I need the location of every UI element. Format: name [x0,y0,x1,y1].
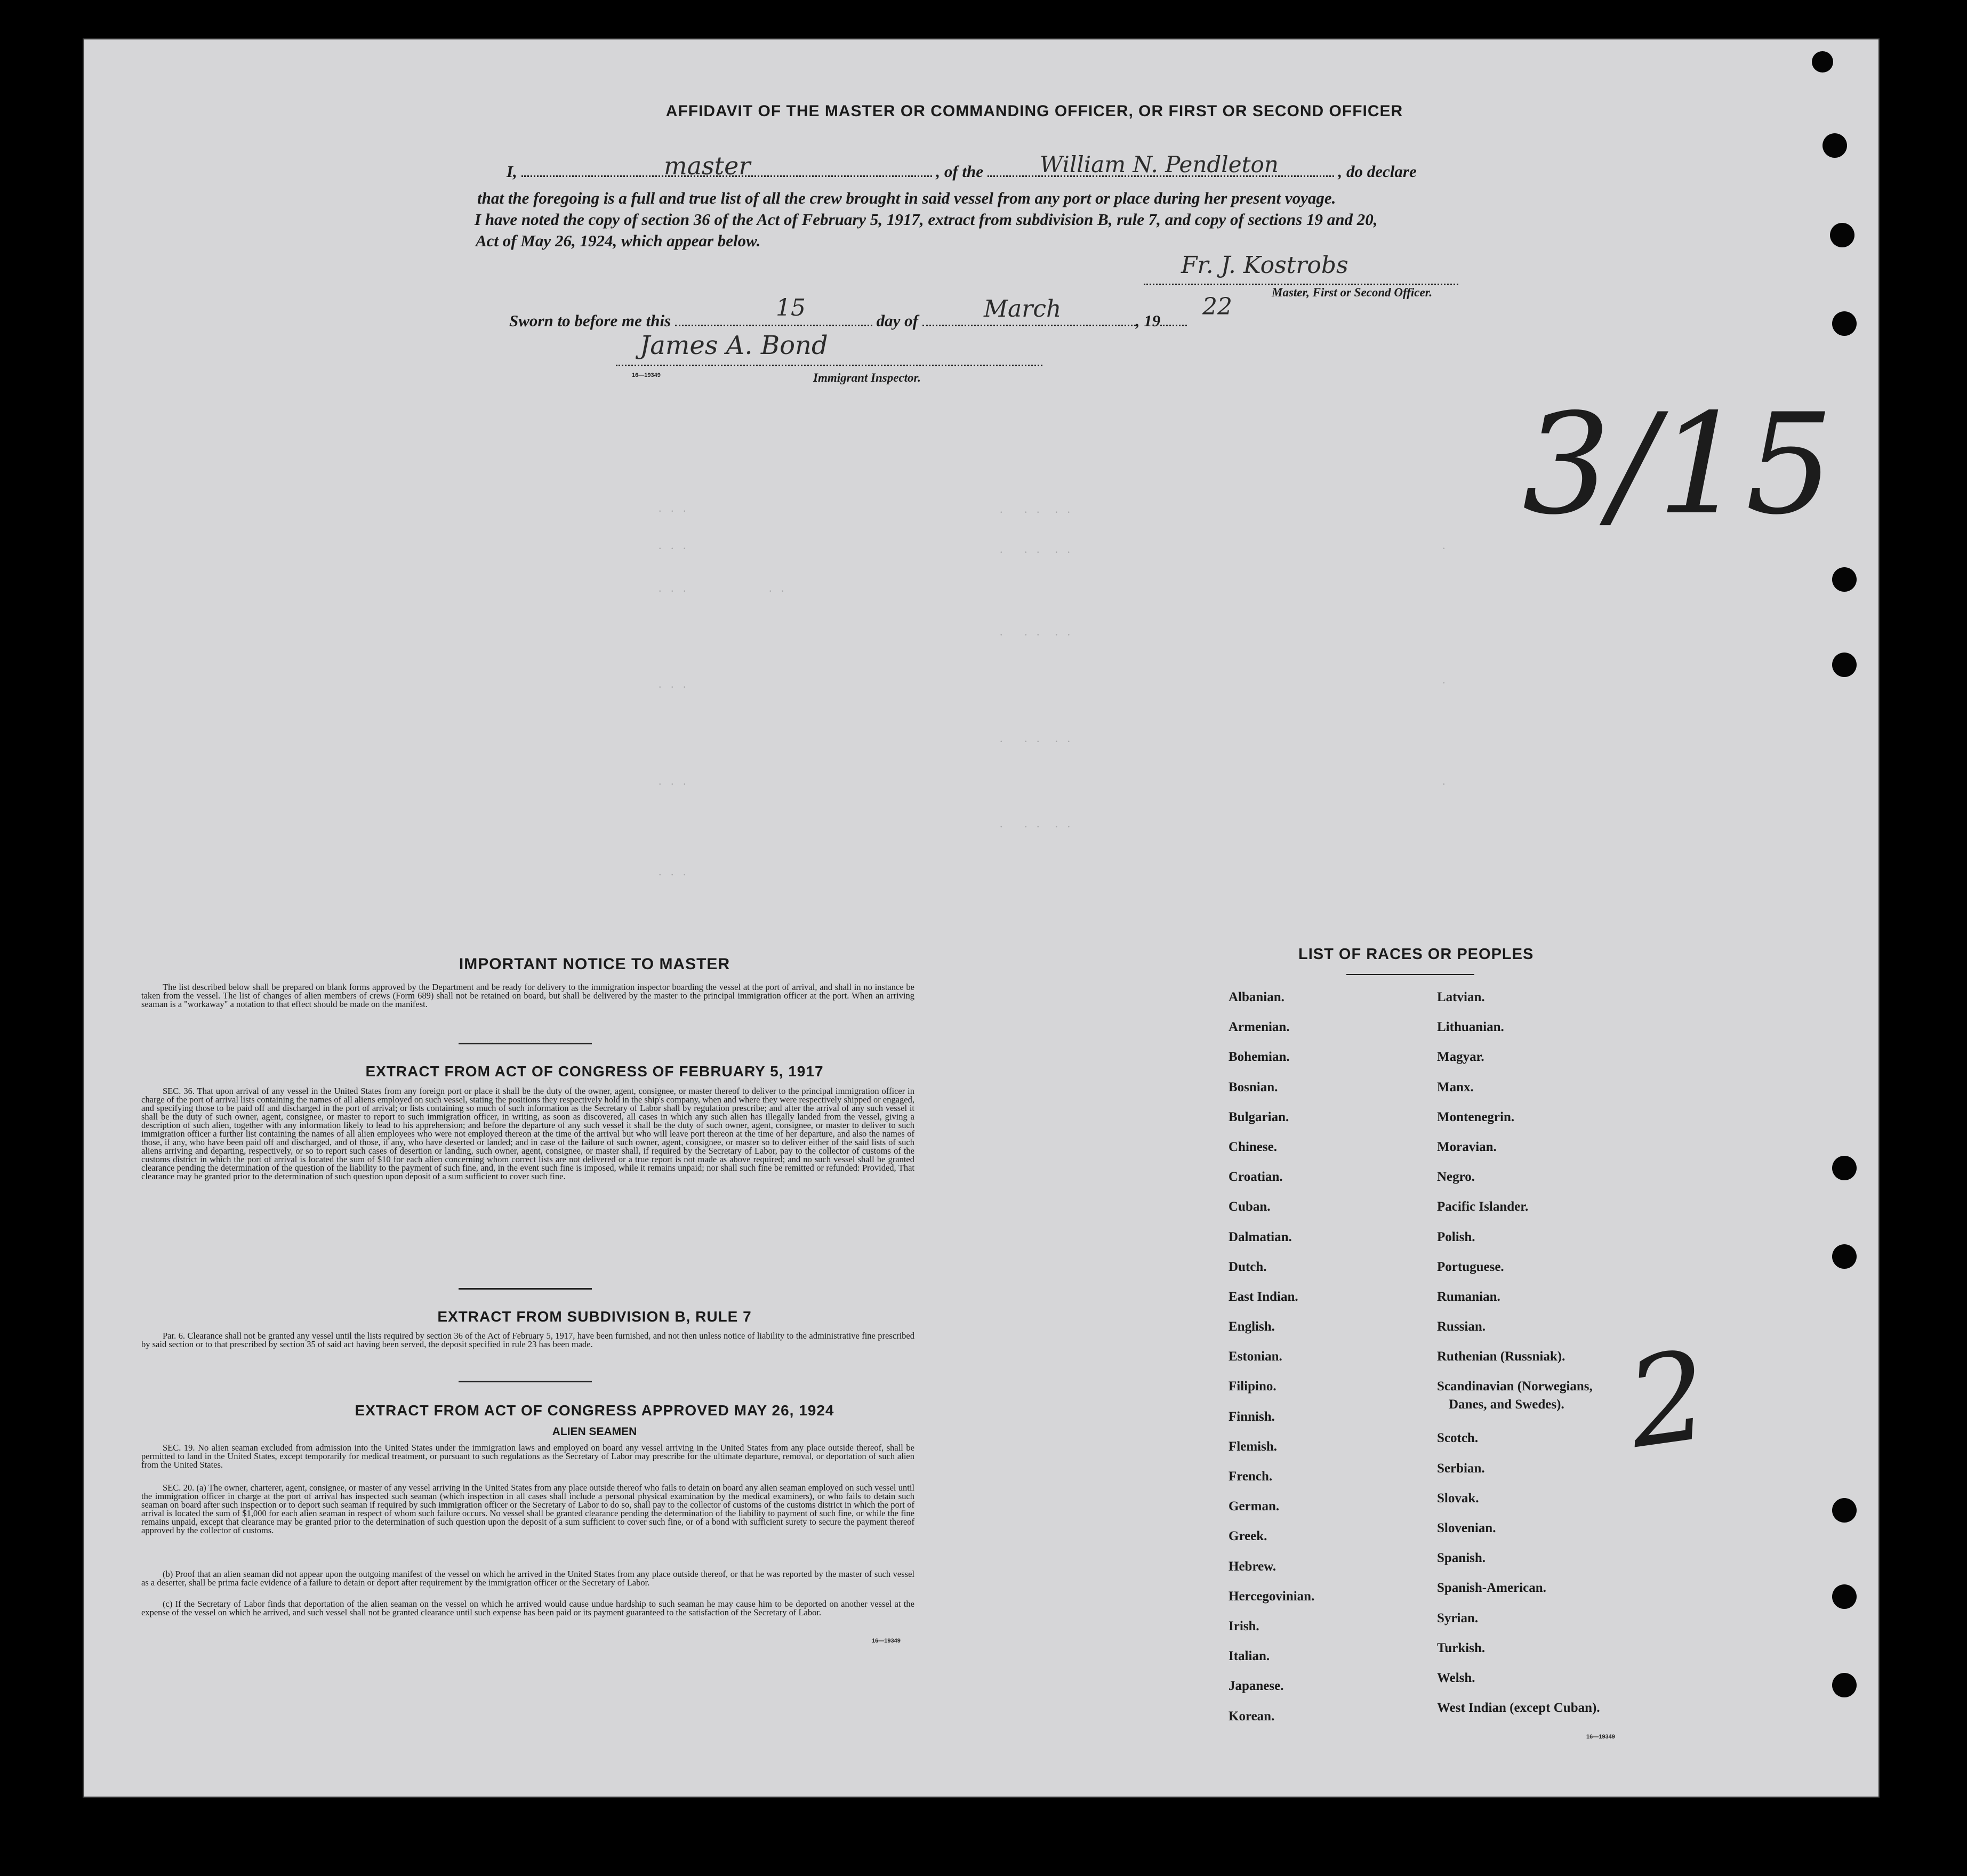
race-item: Syrian. [1437,1611,1479,1625]
sworn-line [509,311,1187,331]
race-item: Filipino. [1229,1379,1276,1394]
race-item: Pacific Islander. [1437,1199,1529,1214]
race-item: Hebrew. [1229,1559,1276,1574]
race-item: Dutch. [1229,1259,1267,1274]
race-item: Slovenian. [1437,1521,1496,1535]
races-left-column [1229,990,1314,1739]
officer-caption: Master, First or Second Officer. [1272,286,1433,299]
race-item: Manx. [1437,1080,1474,1094]
race-item: Italian. [1229,1649,1270,1664]
race-item: Dalmatian. [1229,1229,1292,1244]
rank-handwritten: master [664,151,751,180]
punch-hole [1830,223,1854,247]
extract-1924-sec20a: SEC. 20. (a) The owner, charterer, agent, consignee, or master of any vessel arriving in the United States from any place outside thereof who fails to detain on board any alien seaman employed on such vessel until the immigration officer in charge at the port of arrival has inspected such seaman (which inspection in all cases shall include a personal physical examination by the medical examiners), or who fails to detain such seaman on board after such inspection or to deport such seaman if required by such immigration officer or the Secretary of Labor to do so, shall pay to the collector of customs of the customs district in which the port of arrival is located the sum of $1,000 for each alien seaman in respect of whom such failure occurs. No vessel shall be granted clearance pending the determination of the liability to payment of such fine, or while the fine remains unpaid, except that clearance may be granted prior to the determination of such question upon the deposit of a sum sufficient to cover such fine, or of a bond with sufficient surety to secure the payment thereof approved by the collector of customs. [141,1483,914,1535]
extract-1917-text: SEC. 36. That upon arrival of any vessel in the United States from any foreign port or place it shall be the duty of the owner, agent, consignee, or master thereof to deliver to the principal immigration officer in charge of the port of arrival lists containing the names of all aliens employed on such vessel, stating the positions they respectively hold in the ship's company, when and where they were respectively shipped or engaged, and specifying those to be paid off and discharged in the port of arrival; or lists containing so much of such information as the Secretary of Labor shall by regulation prescribe; and after the arrival of any such vessel it shall be the duty of such owner, agent, consignee, or master to report to such immigration officer, in writing, as soon as discovered, all cases in which any such alien has illegally landed from the vessel, giving a description of such alien, together with any information likely to lead to his apprehension; and before the departure of any such vessel it shall be the duty of such owner, agent, consignee, or master to deliver to such immigration officer a further list containing the names of all alien employees who were not employed thereon at the time of the arrival but who will leave port thereon at the time of her departure, and also the names of those, if any, who have been paid off and discharged, and of those, if any, who have deserted or landed; and in case of the failure of such owner, agent, consignee, or master so to deliver either of the said lists of such aliens arriving and departing, respectively, or so to report such cases of desertion or landing, such owner, agent, consignee, or master shall, if required by the Secretary of Labor, pay to the collector of customs of the customs district in which the port of arrival is located the sum of $10 for each alien concerning whom correct lists are not delivered or a true report is not made as above required; and no such vessel shall be granted clearance pending the determination of the question of the liability to the payment of such fine, and, in the event such fine is imposed, while it remains unpaid; nor shall such fine be remitted or refunded: Provided, That clearance may be granted prior to the determination of such question upon deposit of a sum sufficient to cover such fine. [141,1086,914,1181]
extract-rule7-text: Par. 6. Clearance shall not be granted any vessel until the lists required by section 36 of the Act of February 5, 1917, have been furnished, and not then unless notice of liability to the administrative fine prescribed by said section or to that prescribed by section 35 of said act having been served, the deposit specified in rule 23 has been made. [141,1331,914,1349]
race-item: Welsh. [1437,1670,1475,1685]
inspector-signature-line [616,365,1042,366]
extract-1924-sec20c: (c) If the Secretary of Labor finds that deportation of the alien seaman on the vessel on which he arrived would cause undue hardship to such seaman he may cause him to be deported on another vessel at the expense of the vessel on which he arrived, and such vessel shall not be granted clearance until such expense has been paid or its payment guaranteed to the satisfaction of the Secretary of Labor. [141,1599,914,1617]
extract-1917-title: EXTRACT FROM ACT OF CONGRESS OF FEBRUARY 5, 1917 [365,1063,824,1080]
race-item: German. [1229,1499,1280,1514]
extract-1924-sec19: SEC. 19. No alien seaman excluded from admission into the United States under the immigration laws and employed on board any vessel arriving in the United States from any place outside thereof, shall be permitted to land in the United States, except temporarily for medical treatment, or pursuant to such regulations as the Secretary of Labor may prescribe for the ultimate departure, removal, or deportation of such alien from the United States. [141,1443,914,1470]
extract-form-code: 16—19349 [872,1638,901,1644]
punch-hole [1832,1498,1857,1523]
races-right-column [1437,990,1600,1730]
race-item: Ruthenian (Russniak). [1437,1349,1565,1364]
race-item: Turkish. [1437,1640,1486,1655]
punch-hole [1832,1156,1857,1180]
race-item: Scandinavian (Norwegians, [1437,1379,1593,1394]
punch-hole [1832,1584,1857,1609]
race-item: Montenegrin. [1437,1109,1515,1124]
race-item: Slovak. [1437,1491,1479,1505]
extract-rule7-title: EXTRACT FROM SUBDIVISION B, RULE 7 [437,1308,752,1325]
affidavit-line-2: that the foregoing is a full and true list of all the crew brought in said vessel from any port or place during her present voyage. [477,189,1336,207]
date-annotation: 3/15 [1522,384,1834,545]
race-item: Danes, and Swedes). [1449,1397,1564,1412]
vessel-name-handwritten: William N. Pendleton [1040,151,1279,178]
race-item: French. [1229,1469,1273,1484]
race-item: Chinese. [1229,1139,1277,1154]
race-item: Spanish-American. [1437,1581,1546,1596]
day-of-text: day of [876,311,918,330]
race-item: Hercegovinian. [1229,1589,1315,1604]
extract-1924-sec20b: (b) Proof that an alien seaman did not appear upon the outgoing manifest of the vessel on which he arrived in the United States from any place outside thereof, or that he was reported by the master of such vessel as a deserter, shall be prima facie evidence of a failure to detain or deport after requirement by the immigration officer or the Secretary of Labor. [141,1569,914,1588]
notice-text: The list described below shall be prepared on blank forms approved by the Department and be ready for delivery to the immigration inspector boarding the vessel at the port of arrival, and shall in no instance be taken from the vessel. The list of changes of alien members of crews (Form 689) shall not be retained on board, but shall be delivered by the master to the principal immigration officer at the port. When an arriving seaman is a "workaway" a notation to that effect should be made on the manifest. [141,982,914,1009]
race-item: Bulgarian. [1229,1109,1289,1124]
race-item: Japanese. [1229,1679,1284,1694]
document-page: AFFIDAVIT OF THE MASTER OR COMMANDING OFFICER, OR FIRST OR SECOND OFFICER I, , of the , do declare master William N. Pendleton that the foregoing is a full and true list of all the crew brought in said vessel from any port or place during her present voyage. I have noted the copy of section 36 of the Act of February 5, 1917, extract from subdivision B, rule 7, and copy of sections 19 and 20, Act of May 26, 1924, which appear below. Fr. J. Kostrobs Master, First or Second Officer. Sworn to before me this day of , 19 15 March 22 James A. Bond 16—19349 Immigrant Inspector. . . . . . . . . . . . . . . . . . . . . . . . . . . . . . . . . . . . . . . . . . . . . . . . . 3/15 2 IMPORTANT NOTICE TO MASTER The list described below shall be prepared on blank forms approved by the Department and be ready for delivery to the immigration inspector boarding the vessel at the port of arrival, and shall in no instance be taken from the vessel. The list of changes of alien members of crews (Form 689) shall not be retained on board, but shall be delivered by the master to the principal immigration officer at the port. When an arriving seaman is a "workaway" a notation to that effect should be made on the manifest. EXTRACT FROM ACT OF CONGRESS OF FEBRUARY 5, 1917 SEC. 36. That upon arrival of any vessel in the United States from any foreign port or place it shall be the duty of the owner, agent, consignee, or master thereof to deliver to the principal immigration officer in charge of the port of arrival lists containing the names of all aliens employed on such vessel, stating the positions they respectively hold in the ship's company, when and where they were respectively shipped or engaged, and specifying those to be paid off and discharged in the port of arrival; or lists containing so much of such information as the Secretary of Labor shall by regulation prescribe; and after the arrival of any such vessel it shall be the duty of such owner, agent, consignee, or master to report to such immigration officer, in writing, as soon as discovered, all cases in which any such alien has illegally landed from the vessel, giving a description of such alien, together with any information likely to lead to his apprehension; and before the departure of any such vessel it shall be the duty of such owner, agent, consignee, or master to deliver to such immigration officer a further list containing the names of all alien employees who were not employed thereon at the time of the arrival but who will leave port thereon at the time of her departure, and also the names of those, if any, who have been paid off and discharged, and of those, if any, who have deserted or landed; and in case of the failure of such owner, agent, consignee, or master so to deliver either of the said lists of such aliens arriving and departing, respectively, or so to report such cases of desertion or landing, such owner, agent, consignee, or master shall, if required by the Secretary of Labor, pay to the collector of customs of the customs district in which the port of arrival is located the sum of $10 for each alien concerning whom correct lists are not delivered or a true report is not made as above required; and no such vessel shall be granted clearance pending the determination of the question of the liability to the payment of such fine, and, in the event such fine is imposed, while it remains unpaid; nor shall such fine be remitted or refunded: Provided, That clearance may be granted prior to the determination of such question upon deposit of a sum sufficient to cover such fine. EXTRACT FROM SUBDIVISION B, RULE 7 Par. 6. Clearance shall not be granted any vessel until the lists required by section 36 of the Act of February 5, 1917, have been furnished, and not then unless notice of liability to the administrative fine prescribed by said section or to that prescribed by section 35 of said act having been served, the deposit specified in rule 23 has been made. EXTRACT FROM ACT OF CONGRESS APPROVED MAY 26, 1924 ALIEN SEAMEN SEC. 19. No alien seaman excluded from admission into the United States under the immigration laws and employed on board any vessel arriving in the United States from any place outside thereof, shall be permitted to land in the United States, except temporarily for medical treatment, or pursuant to such regulations as the Secretary of Labor may prescribe for the ultimate departure, removal, or deportation of such alien from the United States. SEC. 20. (a) The owner, charterer, agent, consignee, or master of any vessel arriving in the United States from any place outside thereof who fails to detain on board any alien seaman employed on such vessel until the immigration officer in charge at the port of arrival has inspected such seaman (which inspection in all cases shall include a personal physical examination by the medical examiners), or who fails to detain such seaman on board after such inspection or to deport such seaman if required by such immigration officer or the Secretary of Labor to do so, shall pay to the collector of customs of the customs district in which the port of arrival is located the sum of $1,000 for each alien seaman in respect of whom such failure occurs. No vessel shall be granted clearance pending the determination of the liability to payment of such fine, or while the fine remains unpaid, except that clearance may be granted prior to the determination of such question upon the deposit of a sum sufficient to cover such fine, or of a bond with sufficient surety to secure the payment thereof approved by the collector of customs. (b) Proof that an alien seaman did not appear upon the outgoing manifest of the vessel on which he arrived in the United States from any place outside thereof, or that he was reported by the master of such vessel as a deserter, shall be prima facie evidence of a failure to detain or deport after requirement by the immigration officer or the Secretary of Labor. (c) If the Secretary of Labor finds that deportation of the alien seaman on the vessel on which he arrived would cause undue hardship to such seaman he may cause him to be deported on another vessel at the expense of the vessel on which he arrived, and such vessel shall not be granted clearance until such expense has been paid or its payment guaranteed to the satisfaction of the Secretary of Labor. 16—19349 LIST OF RACES OR PEOPLES Albanian. Armenian. Bohemian. Bosnian. Bulgarian. Chinese. Croatian. Cuban. Dalmatian. Dutch. East Indian. English. Estonian. Filipino. Finnish. Flemish. French. German. Greek. Hebrew. Hercegovinian. Irish. Italian. Japanese. Korean. Latvian. Lithuanian. Magyar. Manx. Montenegrin. Moravian. Negro. Pacific Islander. Polish. Portuguese. Rumanian. Russian. Ruthenian (Russniak). Scandinavian (Norwegians, Danes, and Swedes). Scotch. Serbian. Slovak. Slovenian. Spanish. Spanish-American. Syrian. Turkish. Welsh. West Indian (except Cuban). 16—19349 [83,38,1880,1798]
affidavit-line-4: Act of May 26, 1924, which appear below. [476,231,761,250]
race-item: Cuban. [1229,1199,1271,1214]
sworn-text: Sworn to before me this [509,311,671,330]
affidavit-line-3: I have noted the copy of section 36 of the Act of February 5, 1917, extract from subdivision B, rule 7, and copy of sections 19 and 20, [475,210,1378,229]
race-item: Rumanian. [1437,1289,1500,1304]
race-item: Lithuanian. [1437,1020,1504,1035]
affidavit-title: AFFIDAVIT OF THE MASTER OR COMMANDING OFFICER, OR FIRST OR SECOND OFFICER [665,102,1403,120]
races-title: LIST OF RACES OR PEOPLES [1298,946,1534,963]
race-item: Serbian. [1437,1461,1485,1476]
race-item: Estonian. [1229,1349,1282,1364]
race-item: Russian. [1437,1319,1486,1334]
sworn-day-handwritten: 15 [776,294,806,321]
punch-hole [1832,653,1857,677]
inspector-caption: Immigrant Inspector. [813,371,921,384]
sworn-month-handwritten: March [984,295,1062,323]
race-item: Latvian. [1437,990,1485,1004]
punch-hole [1812,51,1833,73]
officer-signature-line [1144,284,1458,285]
race-item: Korean. [1229,1709,1275,1724]
race-item: Moravian. [1437,1139,1497,1154]
year-prefix: , 19 [1135,311,1161,330]
sworn-year-handwritten: 22 [1202,293,1232,320]
notice-title: IMPORTANT NOTICE TO MASTER [459,955,730,973]
extract-1924-subtitle: ALIEN SEAMEN [552,1426,637,1438]
race-item: Flemish. [1229,1439,1277,1454]
race-item: Armenian. [1229,1020,1290,1035]
punch-hole [1832,1673,1857,1697]
affidavit-i: I, [507,162,517,181]
race-item: Greek. [1229,1529,1267,1544]
affidavit-of-the: , of the [936,162,984,181]
race-item: Finnish. [1229,1409,1275,1424]
race-item: Negro. [1437,1170,1475,1185]
punch-hole [1832,311,1857,336]
race-item: Croatian. [1229,1170,1283,1185]
officer-signature: Fr. J. Kostrobs [1181,252,1348,279]
race-item: Scotch. [1437,1431,1479,1446]
extract-1924-title: EXTRACT FROM ACT OF CONGRESS APPROVED MAY 26, 1924 [355,1402,834,1419]
race-item: Spanish. [1437,1551,1486,1566]
races-form-code: 16—19349 [1586,1734,1615,1740]
race-item: East Indian. [1229,1289,1298,1304]
race-item: Polish. [1437,1229,1475,1244]
race-item: Bohemian. [1229,1050,1290,1065]
race-item: West Indian (except Cuban). [1437,1701,1600,1716]
inspector-signature: James A. Bond [640,331,828,360]
punch-hole [1832,567,1857,592]
race-item: Bosnian. [1229,1080,1278,1094]
race-item: Portuguese. [1437,1259,1504,1274]
affidavit-do-declare: , do declare [1338,162,1417,181]
affidavit-form-code: 16—19349 [632,372,661,379]
race-item: Magyar. [1437,1050,1484,1065]
punch-hole [1823,133,1847,158]
race-item: Irish. [1229,1619,1259,1633]
punch-hole [1832,1244,1857,1269]
number-annotation: 2 [1619,1324,1717,1476]
race-item: English. [1229,1319,1275,1334]
race-item: Albanian. [1229,990,1284,1004]
